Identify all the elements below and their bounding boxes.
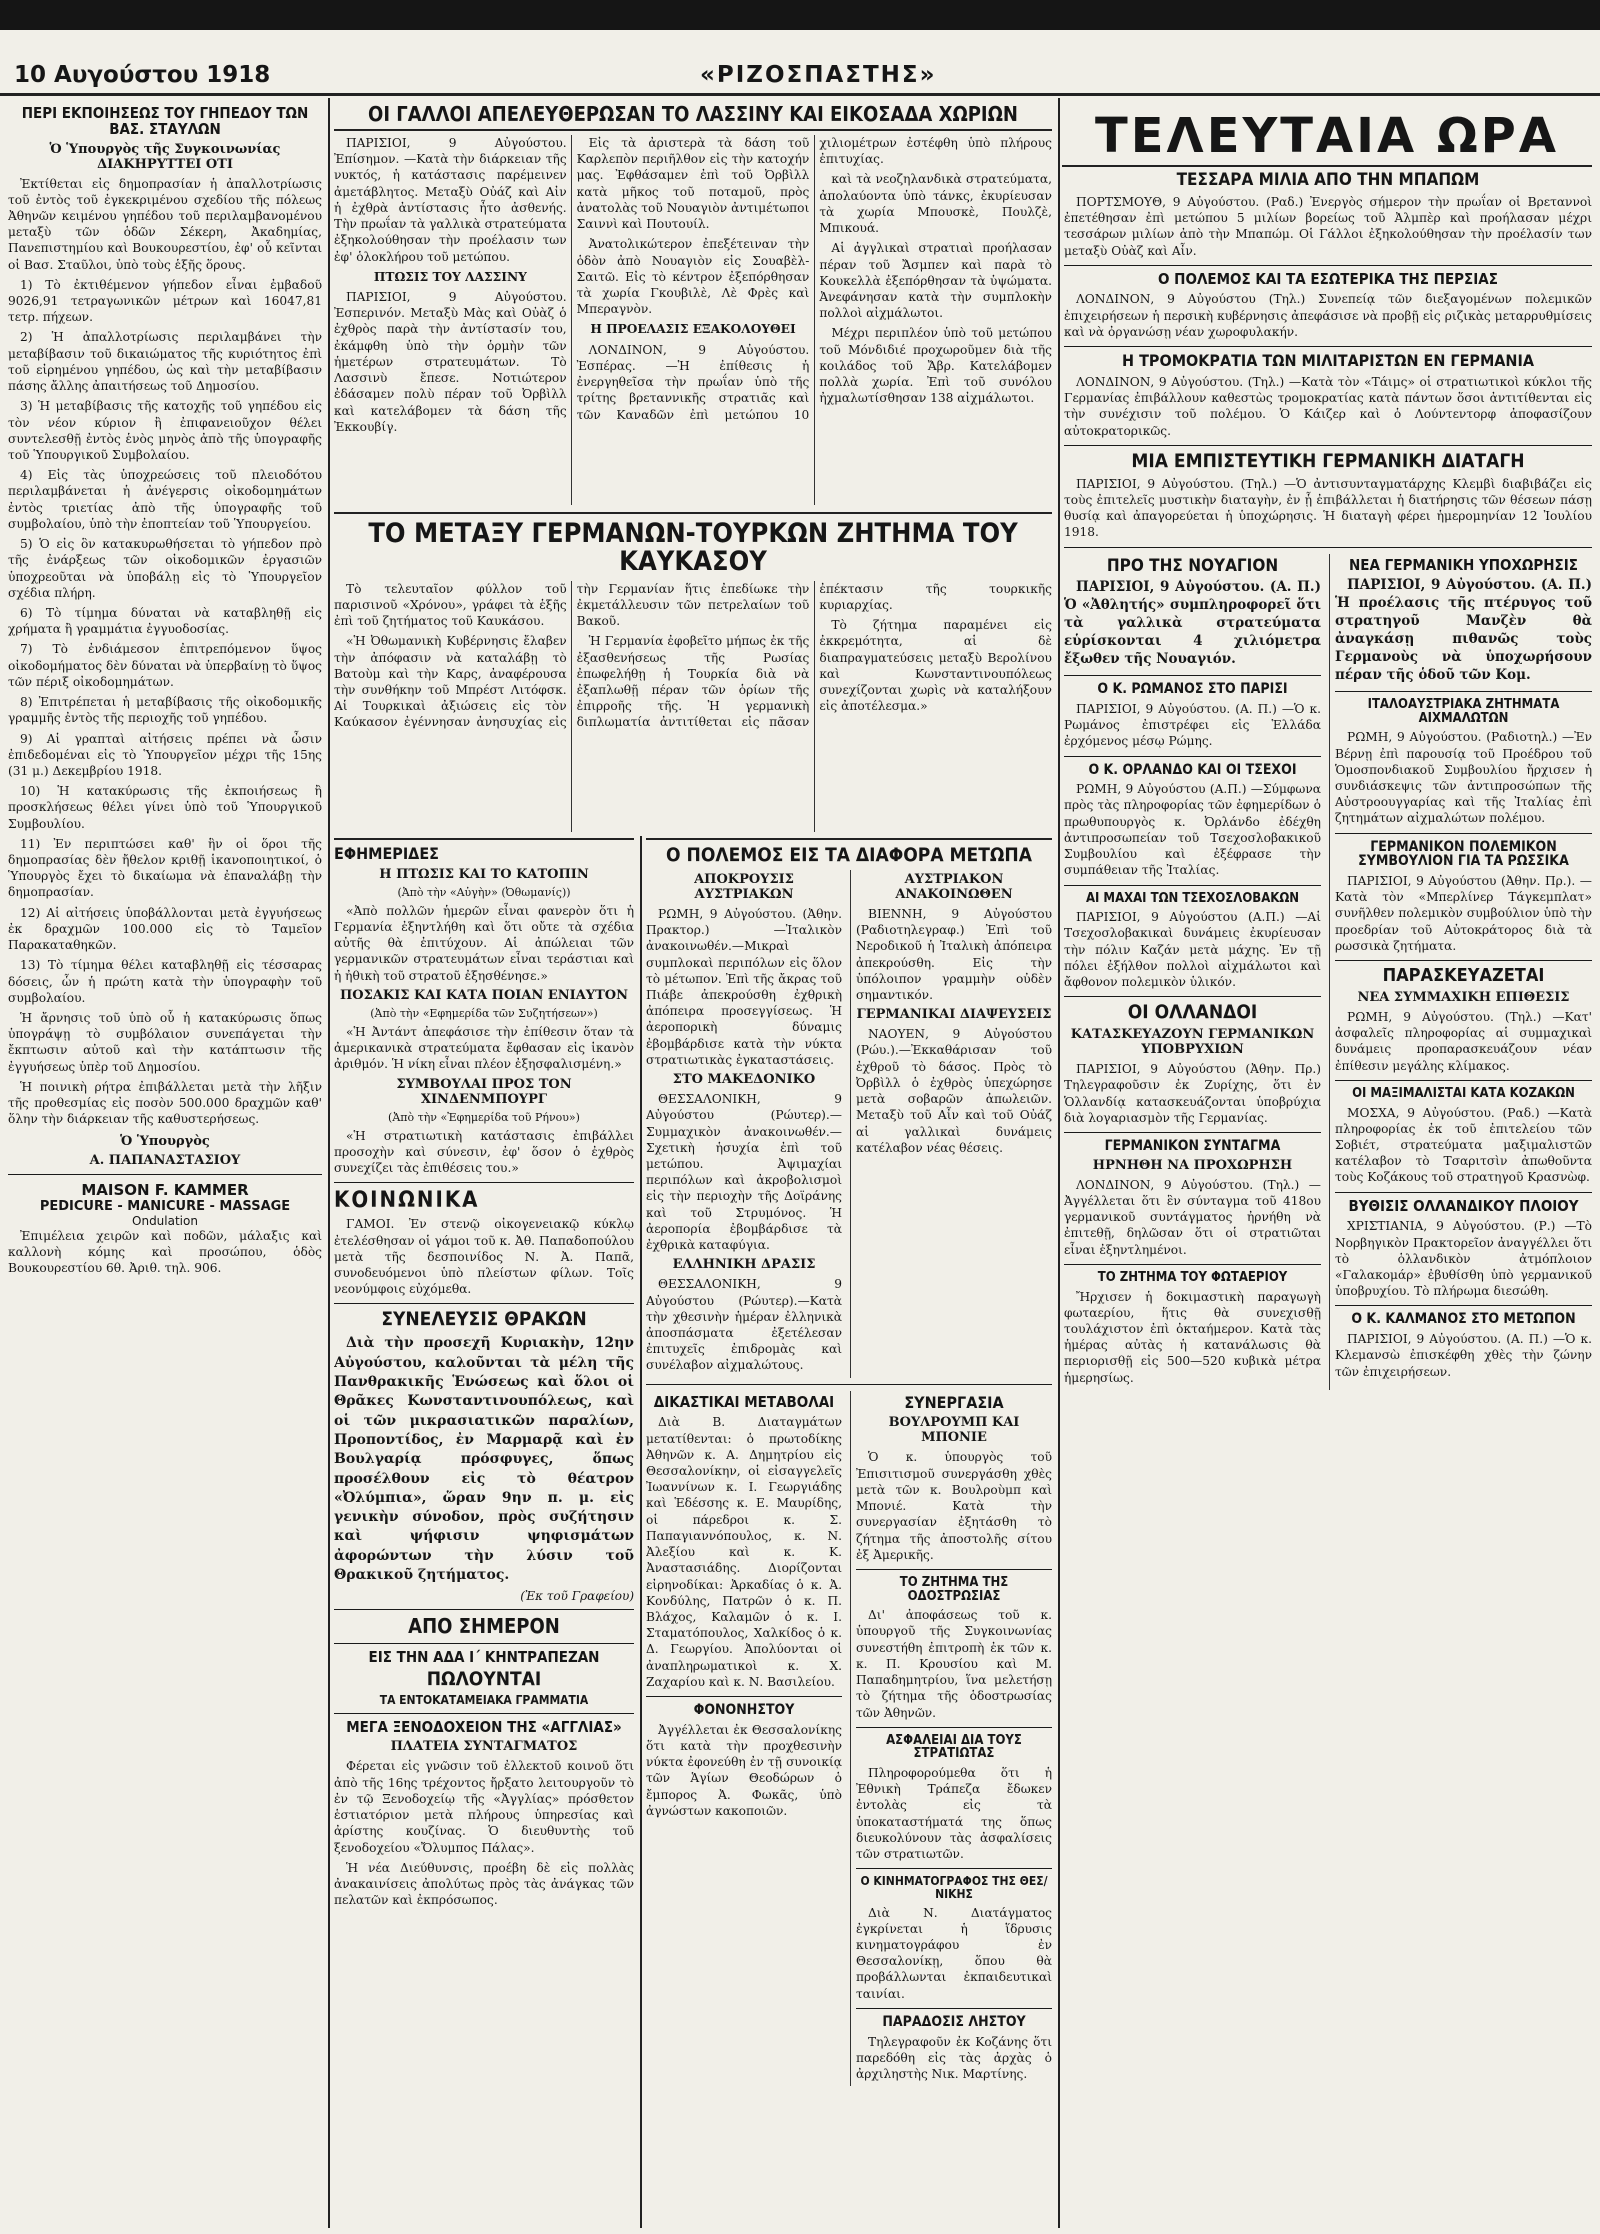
- tsexoslovakoi-heading: ΑΙ ΜΑΧΑΙ ΤΩΝ ΤΣΕΧΟΣΛΟΒΑΚΩΝ: [1085, 890, 1300, 906]
- polemos-left-heading: ΑΠΟΚΡΟΥΣΙΣ ΑΥΣΤΡΙΑΚΩΝ: [694, 871, 794, 902]
- germaniko-syntagma-heading: ΓΕΡΜΑΝΙΚΟΝ ΣΥΝΤΑΓΜΑ: [1104, 1138, 1281, 1155]
- header-rule: [0, 93, 1600, 96]
- efimerides-p2: «Ἡ Ἀντάντ ἀπεφάσισε τὴν ἐπίθεσιν ὅταν τὰ ἀμερικανικὰ στρατεύματα ἔφθασαν εἰς ἱκανὸν ἀριθμόν. Ἡ νίκη εἶναι πλέον ἐξησφαλισμένη.»: [334, 1024, 634, 1072]
- efimerides-p3: «Ἡ στρατιωτικὴ κατάστασις ἐπιβάλλει προσοχὴν καὶ σύνεσιν, ἐφ' ὅσον ὁ ἐχθρὸς συνεχίζει τὰς ἐπιθέσεις του.»: [334, 1128, 634, 1175]
- symvoulio-heading: ΓΕΡΜΑΝΙΚΟΝ ΠΟΛΕΜΙΚΟΝ ΣΥΜΒΟΥΛΙΟΝ ΓΙΑ ΤΑ ΡΩΣΣΙΚΑ: [1358, 838, 1569, 870]
- kalmanos-text: ΠΑΡΙΣΙΟΙ, 9 Αὐγούστου. (Α. Π.) —Ὁ κ. Κλεμανσὼ ἐπισκέφθη χθὲς τὴν ζώνην τῶν ἐπιχειρήσεων.: [1335, 1332, 1592, 1379]
- auction-paragraph: Ἐκτίθεται εἰς δημοπρασίαν ἡ ἀπαλλοτρίωσις τοῦ ἐντὸς τοῦ ἐγκεκριμένου σχεδίου τῆς πόλεως Ἀθηνῶν κειμένου γηπέδου τοῦ περιλαμβανομένου μεταξὺ τῶν ὁδῶν Σέκερη, Ἀκαδημίας, Πανεπιστημίου καὶ Βουκουρεστίου, ἐφ' οὗ κεῖνται οἱ Βασ. Σταῦλοι, ὑπὸ τοὺς ἑξῆς ὅρους.: [8, 176, 322, 272]
- vythisis-heading: ΒΥΘΙΣΙΣ ΟΛΛΑΝΔΙΚΟΥ ΠΛΟΙΟΥ: [1348, 1196, 1579, 1215]
- polemos-elliniki-text: ΘΕΣΣΑΛΟΝΙΚΗ, 9 Αὐγούστου (Ρώυτερ).—Κατὰ τὴν χθεσινὴν ἡμέραν ἐλληνικὰ ἀποσπάσματα ἐξετέλεσαν ἐπιτυχεῖς ἐπιδρομὰς καὶ συνέλαβον αἰχμαλώτους.: [646, 1277, 842, 1373]
- teleftaia-h4: ΜΙΑ ΕΜΠΙΣΤΕΥΤΙΚΗ ΓΕΡΜΑΝΙΚΗ ΔΙΑΤΑΓΗ: [1131, 449, 1525, 472]
- hypochoreseis-heading: ΝΕΑ ΓΕΡΜΑΝΙΚΗ ΥΠΟΧΩΡΗΣΙΣ: [1348, 555, 1579, 574]
- column-divider: [1058, 98, 1060, 2228]
- apo-simeron-line2: ΠΩΛΟΥΝΤΑΙ: [426, 1668, 542, 1691]
- polemos-right-heading: ΑΥΣΤΡΙΑΚΟΝ ΑΝΑΚΟΙΝΩΘΕΝ: [895, 871, 1013, 902]
- column-auction-notice: [8, 102, 322, 2227]
- dikastikai-column: [646, 1391, 842, 2087]
- polemos-elliniki-heading: ΕΛΛΗΝΙΚΗ ΔΡΑΣΙΣ: [672, 1257, 816, 1273]
- galloi-paragraph: καὶ τὰ νεοζηλανδικὰ στρατεύματα, ἀπολαύοντα ὑπὸ τάνκς, ἐκυρίευσαν τὰ χωρία Μπουσκὲ, Πουλζὲ, Μπικουά.: [819, 172, 1052, 236]
- efimerides-h2: ΠΟΣΑΚΙΣ ΚΑΙ ΚΑΤΑ ΠΟΙΑΝ ΕΝΙΑΥΤΟΝ: [340, 987, 628, 1003]
- polemos-right: [850, 870, 1052, 1378]
- polemos-left: [646, 870, 842, 1378]
- fonografos-text: Ἀγγέλλεται ἐκ Θεσσαλονίκης ὅτι κατὰ τὴν προχθεσινὴν νύκτα ἐφονεύθη ἐν τῇ συνοικίᾳ τῶν Ἁγίων Θεοδώρων ὁ ἔμπορος Ἀ. Φωκᾶς, ὑπὸ ἀγνώστων κακοποιῶν.: [646, 1722, 842, 1818]
- xenodoxeio-text: Φέρεται εἰς γνῶσιν τοῦ ἐλλεκτοῦ κοινοῦ ὅτι ἀπὸ τῆς 16ης τρέχοντος ἤρξατο λειτουργοῦν τὸ ἐν τῷ Ξενοδοχείῳ τῆς «Ἀγγλίας» πρόσθετον ἑστιατόριον μετὰ πλήρους ὑπηρεσίας καὶ ἀρίστης κουζίνας. Ὁ διευθυντὴς τοῦ ξενοδοχείου «Ὄλυμπος Πάλας».: [334, 1759, 634, 1855]
- xenodoxeio-note: Ἡ νέα Διεύθυνσις, προέβη δὲ εἰς πολλὰς ἀνακαινίσεις ἀπολύτως πρὸς τὰς ἀνάγκας τῶν πελατῶν καὶ ἐκπρόσωπος.: [334, 1860, 634, 1908]
- column-divider: [640, 836, 642, 2228]
- kinimatografos-text: Διὰ Ν. Διατάγματος ἐγκρίνεται ἡ ἵδρυσις κινηματογράφου ἐν Θεσσαλονίκῃ, ὅπου θὰ προβάλλωνται ἐκπαιδευτικαὶ ταινίαι.: [856, 1905, 1052, 2001]
- galloi-paragraph: Ἀνατολικώτερον ἐπεξέτειναν τὴν ὁδὸν ἀπὸ Νουαγιὸν εἰς Σουαβὲλ-Σαιτῶ. Εἰς τὸ κέντρον ἐξεπόρθησαν τὰ χωρία Γκουβιλὲ, Λὲ Φρὲς καὶ Μπεραγνὸν.: [576, 237, 810, 317]
- galloi-paragraph: Εἰς τὰ ἀριστερὰ τὰ δάση τοῦ Καρλεπὸν περιῆλθον εἰς τὴν κατοχήν μας. Ἐφθάσαμεν ἐπὶ τοῦ Ὀρβὶλλ κατὰ μῆκος τοῦ ποταμοῦ, πρὸς ἀνατολὰς τοῦ Νουαγιὸν ἀντιμέτωποι Σαιννὶ καὶ Πουτουίλ.: [576, 136, 810, 232]
- article-kaukasos: [334, 512, 1052, 832]
- polemos-right-text: ΒΙΕΝΝΗ, 9 Αὐγούστου (Ραδιοτηλεγραφ.) Ἐπὶ τοῦ Νεροδικοῦ ἡ Ἰταλικὴ ἀπόπειρα ἀπεκρούσθη. Εἰς τὴν ὑπόλοιπον γραμμὴν οὐδὲν σημαντικόν.: [856, 906, 1052, 1003]
- efimerides-h2-source: (Ἀπὸ τὴν «Εφημερίδα τῶν Συζητήσεων»): [370, 1006, 598, 1020]
- teleftaia-h1: ΤΕΣΣΑΡΑ ΜΙΛΙΑ ΑΠΟ ΤΗΝ ΜΠΑΠΩΜ: [1176, 170, 1480, 190]
- asfaleiai-heading: ΑΣΦΑΛΕΙΑΙ ΔΙΑ ΤΟΥΣ ΣΤΡΑΤΙΩΤΑΣ: [886, 1732, 1022, 1762]
- efimerides-heading: ΕΦΗΜΕΡΙΔΕΣ: [334, 844, 439, 863]
- auction-paragraph: 10) Ἡ κατακύρωσις τῆς ἐκποιήσεως ἢ προσκλήσεως θέλει γίνει ὑπὸ τοῦ Ὑπουργικοῦ Συμβουλίου.: [8, 784, 322, 831]
- kammer-ad-ondulation: Ondulation: [132, 1213, 198, 1228]
- auction-paragraph: 6) Τὸ τίμημα δύναται νὰ καταβληθῇ εἰς χρήματα ἢ γραμμάτια ἐγγυοδοσίας.: [8, 605, 322, 637]
- signature-title: Ὁ Ὑπουργὸς: [120, 1133, 210, 1149]
- teleftaia-ora-banner: ΤΕΛΕΥΤΑΙΑ ΩΡΑ: [1095, 108, 1559, 164]
- odostroseis-heading: ΤΟ ΖΗΤΗΜΑ ΤΗΣ ΟΔΟΣΤΡΩΣΙΑΣ: [899, 1574, 1009, 1604]
- auction-paragraph: 5) Ὁ εἰς ὃν κατακυρωθήσεται τὸ γήπεδον πρὸ τῆς ἐνάρξεως τῶν οἰκοδομικῶν ἐργασιῶν ὑποχρεοῦται νὰ ὑποβάλῃ εἰς τὸ Ὑπουργεῖον σχέδια πλήρη.: [8, 537, 322, 600]
- auction-paragraph: 2) Ἡ ἀπαλλοτρίωσις περιλαμβάνει τὴν μεταβίβασιν τοῦ δικαιώματος τῆς κυριότητος ἐπὶ τοῦ εἰρημένου γηπέδου, ὡς καὶ τὴν μεταβίβασιν πάσης ἄλλης ἀπαιτήσεως τοῦ Δημοσίου.: [8, 330, 322, 394]
- synelefsis-text: Διὰ τὴν προσεχῆ Κυριακὴν, 12ην Αὐγούστου, καλοῦνται τὰ μέλη τῆς Πανθρακικῆς Ἑνώσεως καὶ ὅλοι οἱ Θρᾶκες Κωνσταντινουπόλεως, καὶ οἱ τῶν μικρασιατικῶν παραλίων, Προποντίδος, ἐν Μαρμαρᾷ καὶ ἐν Βουλγαρίᾳ πρόσφυγες, ὅπως προσέλθουν εἰς τὸ θέατρον «Ὀλύμπια», ὥραν 9ην π. μ. εἰς γενικὴν σύνοδον, πρὸς συζήτησιν καὶ ψήφισιν ψηφισμάτων ἀφορώντων τὴν λύσιν τοῦ Θρακικοῦ ζητήματος.: [334, 1335, 634, 1584]
- apo-simeron-line1: ΕΙΣ ΤΗΝ ΑΔΑ Ι΄ ΚΗΝΤΡΑΠΕΖΑΝ: [368, 1648, 600, 1667]
- paraskeuazetai-sub: ΝΕΑ ΣΥΜΜΑΧΙΚΗ ΕΠΙΘΕΣΙΣ: [1357, 990, 1570, 1006]
- romanos-text: ΠΑΡΙΣΙΟΙ, 9 Αὐγούστου. (Α. Π.) —Ὁ κ. Ρωμάνος ἐπιστρέφει εἰς Ἑλλάδα ἐρχόμενος μέσῳ Ρώμης.: [1064, 701, 1321, 749]
- synergasia-heading: ΣΥΝΕΡΓΑΣΙΑ: [904, 1392, 1004, 1412]
- teleftaia-p3: ΛΟΝΔΙΝΟΝ, 9 Αὐγούστου. (Τηλ.) —Κατὰ τὸν «Τάιμς» οἱ στρατιωτικοὶ κύκλοι τῆς Γερμανίας ἐπιβάλλουν καθεστὼς τρομοκρατίας κατὰ πάντων ὅσοι ἀντιτίθενται εἰς τὴν συνέχισιν τοῦ πολέμου. Ὁ Κάιζερ καὶ ὁ Λούντεντορφ ἀποφασίζουν αὐτοκρατορικῶς.: [1064, 374, 1592, 438]
- kaukasos-headline: ΤΟ ΜΕΤΑΞΥ ΓΕΡΜΑΝΩΝ-ΤΟΥΡΚΩΝ ΖΗΤΗΜΑ ΤΟΥ ΚΑΥΚΑΣΟΥ: [368, 518, 1018, 578]
- apo-simeron-line3: ΤΑ ΕΝΤΟΚΑΤΑΜΕΙΑΚΑ ΓΡΑΜΜΑΤΙΑ: [379, 1693, 589, 1708]
- kammer-ad-subtitle: PEDICURE - MANICURE - MASSAGE: [39, 1198, 291, 1214]
- romanos-heading: Ο Κ. ΡΩΜΑΝΟΣ ΣΤΟ ΠΑΡΙΣΙ: [1097, 681, 1288, 698]
- teleftaia-p2: ΛΟΝΔΙΝΟΝ, 9 Αὐγούστου (Τηλ.) Συνεπείᾳ τῶν διεξαγομένων πολεμικῶν ἐπιχειρήσεων ἡ περσικὴ κυβέρνησις ἀπεφάσισε νὰ προβῇ εἰς ριζικὰς μεταρρυθμίσεις καὶ νὰ ὀργανώσῃ νέαν χωροφυλακήν.: [1064, 292, 1592, 339]
- galloi-paragraph: ΠΤΩΣΙΣ ΤΟΥ ΛΑΣΣΙΝΥ: [373, 269, 527, 284]
- ollandoi-heading: ΟΙ ΟΛΛΑΝΔΟΙ: [1127, 1001, 1258, 1024]
- right-subcol-left: [1064, 554, 1321, 1390]
- kaukasos-paragraph: Τὸ τελευταῖον φύλλον τοῦ παρισινοῦ «Χρόνου», γράφει τὰ ἑξῆς ἐπὶ τοῦ ζητήματος τοῦ Καυκάσου.: [334, 581, 567, 629]
- kaukasos-paragraph: Ἡ Γερμανία ἐφοβεῖτο μήπως ἐκ τῆς ἐξασθενήσεως τῆς Ρωσίας ἐπωφελήθῃ ἡ Τουρκία διὰ νὰ ἐξαπλωθῇ πέραν τῶν ὁρίων τῆς ἐπιρροῆς τῆς. Ἡ γερμανικὴ διπλωματία ἀντιτίθεται εἰς πᾶσαν ἐπέκτασιν τῆς τουρκικῆς κυριαρχίας.: [576, 581, 1052, 730]
- ollandoi-sub: ΚΑΤΑΣΚΕΥΑΖΟΥΝ ΓΕΡΜΑΝΙΚΩΝ ΥΠΟΒΡΥΧΙΩΝ: [1070, 1027, 1315, 1058]
- page-date: 10 Αυγούστου 1918: [14, 62, 271, 88]
- synelefsis-source: (Ἐκ τοῦ Γραφείου): [520, 1589, 634, 1604]
- efimerides-h3-source: (Ἀπὸ τὴν «Ἐφημερίδα τοῦ Ρήνου»): [388, 1110, 580, 1124]
- column-teleftaia: [1064, 168, 1592, 2228]
- auction-paragraph: 1) Τὸ ἐκτιθέμενον γήπεδον εἶναι ἐμβαδοῦ 9026,91 τετραγωνικῶν μέτρων καὶ 16047,81 τετρ. πήχεων.: [8, 277, 322, 325]
- efimerides-h1-source: (Ἀπὸ τὴν «Αὐγὴν» (Ὀθωμανίς)): [397, 885, 571, 899]
- kinimatografos-heading: Ο ΚΙΝΗΜΑΤΟΓΡΑΦΟΣ ΤΗΣ ΘΕΣ/ΝΙΚΗΣ: [860, 1874, 1048, 1901]
- koinonika-heading: ΚΟΙΝΩΝΙΚΑ: [334, 1188, 480, 1214]
- kammer-ad-title: MAISON F. KAMMER: [81, 1180, 249, 1199]
- galloi-paragraph: Μέχρι περιπλέον ὑπὸ τοῦ μετώπου τοῦ Μόνδιδιέ προχωροῦμεν διὰ τῆς κοιλάδος τοῦ Ἄβρ. Κατελάβομεν πολλὰ χωρία. Ἐπὶ τοῦ συνόλου ἠχμαλωτίσθησαν 138 αἰχμάλωτοι.: [819, 326, 1052, 406]
- auction-paragraph: Ἡ ποινικὴ ρήτρα ἐπιβάλλεται μετὰ τὴν λῆξιν τῆς προθεσμίας εἰς ποσὸν 500.000 δραχμῶν καθ' ὅλην τὴν διάρκειαν τῆς καθυστερήσεως.: [8, 1079, 322, 1127]
- synergasia-text: Ὁ κ. ὑπουργὸς τοῦ Ἐπισιτισμοῦ συνεργάσθη χθὲς μετὰ τῶν κ. Βουλροὺμπ καὶ Μπονιέ. Κατὰ τὴν συνεργασίαν ἐξητάσθη τὸ ζήτημα τῆς ἀποστολῆς σίτου ἐξ Ἀμερικῆς.: [856, 1450, 1052, 1562]
- odostroseis-text: Δι' ἀποφάσεως τοῦ κ. ὑπουργοῦ τῆς Συγκοινωνίας συνεστήθη ἐπιτροπὴ ἐκ τῶν κ. κ. Π. Κρουσίου καὶ Μ. Παπαδημητρίου, ἵνα μελετήσῃ τὸ ζήτημα τῆς ὁδοστρωσίας τῶν Ἀθηνῶν.: [856, 1608, 1052, 1720]
- signature-name: Α. ΠΑΠΑΝΑΣΤΑΣΙΟΥ: [89, 1152, 241, 1168]
- auction-headline: ΠΕΡΙ ΕΚΠΟΙΗΣΕΩΣ ΤΟΥ ΓΗΠΕΔΟΥ ΤΩΝ ΒΑΣ. ΣΤΑΥΛΩΝ: [21, 104, 309, 138]
- koinonika-text: ΓΑΜΟΙ. Ἐν στενῷ οἰκογενειακῷ κύκλῳ ἐτελέσθησαν οἱ γάμοι τοῦ κ. Ἀθ. Παπαδοπούλου μετὰ τῆς δεσποινίδος Ν. Ἀ. Παπᾶ, συνοδευόμενοι ὑπὸ πλείστων φίλων. Τοῖς νεονύμφοις εὐχόμεθα.: [334, 1217, 634, 1297]
- galloi-body: [334, 135, 1052, 505]
- galloi-headline: ΟΙ ΓΑΛΛΟΙ ΑΠΕΛΕΥΘΕΡΩΣΑΝ ΤΟ ΛΑΣΣΙΝΥ ΚΑΙ ΕΙΚΟΣΑΔΑ ΧΩΡΙΩΝ: [334, 104, 1052, 131]
- galloi-paragraph: ΛΟΝΔΙΝΟΝ, 9 Αὐγούστου. Ἐσπέρας. —Ἡ ἐπίθεσις ἡ ἐνεργηθεῖσα τὴν πρωΐαν ὑπὸ τῆς τρίτης βρεταννικῆς στρατιᾶς καὶ τῶν Καναδῶν ἐπὶ μετώπου 10 χιλιομέτρων ἐστέφθη ὑπὸ πλήρους ἐπιτυχίας.: [576, 136, 1052, 422]
- polemos-right-heading2: ΓΕΡΜΑΝΙΚΑΙ ΔΙΑΨΕΥΣΕΙΣ: [856, 1007, 1052, 1023]
- teleftaia-p4: ΠΑΡΙΣΙΟΙ, 9 Αὐγούστου. (Τηλ.) —Ὁ ἀντισυνταγματάρχης Κλεμβὶ διαβιβάζει εἰς τοὺς ἐπιτελεῖς μυστικὴν διαταγὴν, ἐν ᾗ ἐπιβάλλεται ἡ διατήρησις τῶν θέσεων πάσῃ θυσίᾳ καὶ ἀπαγορεύεται ἡ ὑποχώρησις. Ἡ διαταγὴ φέρει ἡμερομηνίαν 12 Ἰουλίου 1918.: [1064, 476, 1592, 540]
- auction-paragraph: 11) Ἐν περιπτώσει καθ' ἣν οἱ ὅροι τῆς δημοπρασίας δὲν ἤθελον κριθῇ ἱκανοποιητικοί, ὁ Ὑπουργὸς ἔχει τὸ δικαίωμα νὰ ἐπαναλάβῃ τὴν δημοπρασίαν.: [8, 836, 322, 900]
- teleftaia-p1: ΠΟΡΤΣΜΟΥΘ, 9 Αὐγούστου. (Ραδ.) Ἐνεργὸς σήμερον τὴν πρωΐαν οἱ Βρεταννοὶ ἐπετέθησαν ἐπὶ μετώπου 5 μιλίων βορείως τοῦ Ἀλμπὲρ καὶ προήλασαν μέχρι τεσσάρων μιλίων ἀπὸ τὴν Μπαπώμ. Οἱ Γάλλοι ἐξηκολούθησαν τὴν προέλασίν των μεταξὺ Οὐὰζ καὶ Αἶν.: [1064, 194, 1592, 258]
- noyagion-heading: ΠΡΟ ΤΗΣ ΝΟΥΑΓΙΟΝ: [1106, 555, 1279, 576]
- auction-paragraph: 8) Ἐπιτρέπεται ἡ μεταβίβασις τῆς οἰκοδομικῆς γραμμῆς ἐντὸς τῆς περιοχῆς τοῦ γηπέδου.: [8, 695, 322, 726]
- synergasia-sub: ΒΟΥΛΡΟΥΜΠ ΚΑΙ ΜΠΟΝΙΕ: [888, 1415, 1020, 1446]
- auction-paragraph: Ἡ ἄρνησις τοῦ ὑπὸ οὗ ἡ κατακύρωσις ὅπως ὑπογράψῃ τὸ συμβόλαιον συνεπάγεται τὴν ἔκπτωσιν αὐτοῦ καὶ τὴν κατάπτωσιν τῆς ἐγγυήσεως ὑπὲρ τοῦ Δημοσίου.: [8, 1011, 322, 1074]
- dikastikai-text: Διὰ Β. Διαταγμάτων μετατίθενται: ὁ πρωτοδίκης Ἀθηνῶν κ. Α. Δημητρίου εἰς Θεσσαλονίκην, οἱ εἰσαγγελεῖς Ἰωαννίνων κ. Ι. Γεωργιάδης καὶ Ἑδέσσης κ. Ε. Μαυρίδης, οἱ πάρεδροι κ. Σ. Παπαγιαννόπουλος, κ. Ν. Ἀλεξίου καὶ κ. Κ. Ἀναστασιάδης. Διορίζονται εἰρηνοδίκαι: Ἀρκαδίας ὁ κ. Ἀ. Κονδύλης, Πατρῶν ὁ κ. Π. Βλάχος, Καλαμῶν ὁ κ. Ι. Σταματόπουλος, Χαλκίδος ὁ κ. Δ. Γεωργίου. Ἀπολύονται οἱ ἀναπληρωματικοὶ κ. Χ. Ζαχαρίου καὶ κ. Ν. Βασιλείου.: [646, 1415, 842, 1689]
- dikastikai-heading: ΔΙΚΑΣΤΙΚΑΙ ΜΕΤΑΒΟΛΑΙ: [653, 1392, 835, 1411]
- paradosis-text: Τηλεγραφοῦν ἐκ Κοζάνης ὅτι παρεδόθη εἰς τὰς ἀρχὰς ὁ ἀρχιληστὴς Νικ. Μαρτίνης.: [856, 2034, 1052, 2081]
- galloi-paragraph: Η ΠΡΟΕΛΑΣΙΣ ΕΞΑΚΟΛΟΥΘΕΙ: [590, 322, 796, 337]
- polemos-headline: Ο ΠΟΛΕΜΟΣ ΕΙΣ ΤΑ ΔΙΑΦΟΡΑ ΜΕΤΩΠΑ: [666, 844, 1032, 866]
- ollandoi-text: ΠΑΡΙΣΙΟΙ, 9 Αὐγούστου (Ἀθην. Πρ.) Τηλεγραφοῦσιν ἐκ Ζυρίχης, ὅτι ἐν Ὁλλανδίᾳ κατασκευάζονται ὑποβρύχια διὰ λογαριασμὸν τῆς Γερμανίας.: [1064, 1062, 1321, 1125]
- fotaerio-heading: ΤΟ ΖΗΤΗΜΑ ΤΟΥ ΦΩΤΑΕΡΙΟΥ: [1097, 1269, 1288, 1285]
- top-black-band: [0, 0, 1600, 30]
- column-divider: [328, 98, 330, 2228]
- efimerides-p1: «Ἀπὸ πολλῶν ἡμερῶν εἶναι φανερὸν ὅτι ἡ Γερμανία ἐξηντλήθη καὶ ὅτι οὔτε τὰ σχέδια αὐτῆς θὰ ἐπιτύχουν. Αἱ ἀπώλειαι τῶν γερμανικῶν στρατευμάτων εἶναι τεράστιαι καὶ ἡ ἠθικὴ τοῦ στρατοῦ ἐξησθένησε.»: [334, 903, 634, 983]
- banner-rule: [1062, 165, 1592, 167]
- right-subcol-right: [1329, 554, 1592, 1390]
- fotaerio-text: Ἤρχισεν ἡ δοκιμαστικὴ παραγωγὴ φωταερίου, ἥτις θὰ συνεχισθῇ τουλάχιστον ἐπὶ ὀκταήμερον. Κατὰ τὰς ἡμέρας αὐτὰς ἡ κατανάλωσις θὰ περιορισθῇ εἰς 500—520 κυβικὰ μέτρα ἡμερησίως.: [1064, 1289, 1321, 1385]
- auction-subheadline: Ὁ Ὑπουργὸς τῆς Συγκοινωνίας ΔΙΑΚΗΡΥΤΤΕΙ ΟΤΙ: [49, 141, 281, 172]
- italoaustriaka-text: ΡΩΜΗ, 9 Αὐγούστου. (Ραδιοτηλ.) —Ἐν Βέρνῃ ἐπὶ παρουσίᾳ τοῦ Προέδρου τοῦ Ὁμοσπονδιακοῦ Συμβουλίου ἤρχισεν ἡ συνδιάσκεψις τῶν ἀντιπροσώπων τῆς Αὐστροουγγαρίας καὶ τῆς Ἰταλίας ἐπὶ ζητημάτων αἰχμαλώτων πολέμου.: [1335, 730, 1592, 826]
- synergasia-column: [850, 1391, 1052, 2087]
- teleftaia-h2: Ο ΠΟΛΕΜΟΣ ΚΑΙ ΤΑ ΕΣΩΤΕΡΙΚΑ ΤΗΣ ΠΕΡΣΙΑΣ: [1158, 269, 1498, 288]
- kalmanos-heading: Ο Κ. ΚΑΛΜΑΝΟΣ ΣΤΟ ΜΕΤΩΠΟΝ: [1351, 1311, 1576, 1328]
- auction-paragraph: 12) Αἱ αἰτήσεις ὑποβάλλονται μετὰ ἐγγυήσεως ἐκ δραχμῶν 100.000 εἰς τὸ Ταμεῖον Παρακαταθηκῶν.: [8, 905, 322, 953]
- apo-simeron-heading: ΑΠΟ ΣΗΜΕΡΟΝ: [408, 1614, 560, 1639]
- hypochoreseis-text: ΠΑΡΙΣΙΟΙ, 9 Αὐγούστου. (Α. Π.) Ἡ προέλασις τῆς πτέρυγος τοῦ στρατηγοῦ Μανζὲν θὰ ἀναγκάσῃ πιθανῶς τοὺς Γερμανοὺς νὰ ὑποχωρήσουν πέραν τῆς ὁδοῦ τῶν Κομ.: [1335, 577, 1592, 684]
- efimerides-h1: Η ΠΤΩΣΙΣ ΚΑΙ ΤΟ ΚΑΤΟΠΙΝ: [379, 866, 589, 882]
- paraskeuazetai-heading: ΠΑΡΑΣΚΕΥΑΖΕΤΑΙ: [1382, 965, 1545, 987]
- polemos-right-text2: ΝΑΟΥΕΝ, 9 Αὐγούστου (Ρώυ.).—Ἐκκαθάρισαν τοῦ ἐχθροῦ τὸ δάσος. Πρὸς τὸ Ὀρβὶλλ ὁ ἐχθρὸς ὑπεχώρησε μετὰ σοβαρῶν ἀπωλειῶν. Μεταξὺ τοῦ Αἶν καὶ τοῦ Οὐάζ αἱ γαλλικαὶ δυνάμεις κατέλαβον νέας θέσεις.: [856, 1027, 1052, 1155]
- xenodoxeio-heading: ΜΕΓΑ ΞΕΝΟΔΟΧΕΙΟΝ ΤΗΣ «ΑΓΓΛΙΑΣ»: [346, 1717, 622, 1736]
- kaukasos-paragraph: «Ἡ Ὀθωμανικὴ Κυβέρνησις ἔλαβεν τὴν ἀπόφασιν νὰ καταλάβῃ τὸ Βατοὺμ καὶ τὴν Καρς, ἀναφέρουσα τὴν συνθήκην τοῦ Μπρέστ Λιτόφσκ. Αἱ Τουρκικαὶ ἀξιώσεις εἰς τὸν Καύκασον ἐγέννησαν ἀνησυχίας εἰς τὴν Γερμανίαν ἥτις ἐπεδίωκε τὴν ἐκμετάλλευσιν τῶν πετρελαίων τοῦ Βακοῦ.: [334, 581, 810, 730]
- masthead-title: «ΡΙΖΟΣΠΑΣΤΗΣ»: [700, 62, 937, 88]
- asfaleiai-text: Πληροφορούμεθα ὅτι ἡ Ἐθνικὴ Τράπεζα ἔδωκεν ἐντολὰς εἰς τὰ ὑποκαταστήματά της ὅπως διευκολύνουν τὰς ἀσφαλίσεις τῶν στρατιωτῶν.: [856, 1766, 1052, 1862]
- maximalistai-text: ΜΟΣΧΑ, 9 Αὐγούστου. (Ραδ.) —Κατὰ πληροφορίας ἐκ τοῦ ἐπιτελείου τῶν Σοβιέτ, στρατεύματα μαξιμαλιστῶν κατέλαβον τὸ Τσαριτσὶν ἀπωθοῦντα τοὺς Κοζάκους τοῦ στρατηγοῦ Κρασνὼφ.: [1335, 1105, 1592, 1185]
- efimerides-h3: ΣΥΜΒΟΥΛΑΙ ΠΡΟΣ ΤΟΝ ΧΙΝΔΕΝΜΠΟΥΡΓ: [396, 1076, 572, 1107]
- germaniko-syntagma-sub: ΗΡΝΗΘΗ ΝΑ ΠΡΟΧΩΡΗΣΗ: [1092, 1157, 1293, 1173]
- synelefsis-heading: ΣΥΝΕΛΕΥΣΙΣ ΘΡΑΚΩΝ: [381, 1308, 587, 1331]
- galloi-paragraph: Αἱ ἀγγλικαὶ στρατιαὶ προήλασαν πέραν τοῦ Ἄσμπεν καὶ παρὰ τὸ Κουκελλὰ ἐξεπόρθησαν τὰ ὑψώματα. Ἀνεφάνησαν κατὰ τὴν συμπλοκὴν πολλοὶ αἰχμάλωτοι.: [819, 241, 1052, 321]
- tsexoslovakoi-text: ΠΑΡΙΣΙΟΙ, 9 Αὐγούστου (Α.Π.) —Αἱ Τσεχοσλοβακικαὶ δυνάμεις ἐκυρίευσαν τὴν πόλιν Καζάν μετὰ μάχης. Ἐν τῇ πόλει ἐξήλθον πολλοὶ αἰχμάλωτοι καὶ ἄφθονον πολεμικὸν ὑλικόν.: [1064, 910, 1321, 990]
- kammer-ad-text: Ἐπιμέλεια χειρῶν καὶ ποδῶν, μάλαξις καὶ καλλονὴ κόμης καὶ προσώπου, ὁδὸς Βουκουρεστίου 6θ. Ἀριθ. τηλ. 906.: [8, 1228, 322, 1275]
- paradosis-heading: ΠΑΡΑΔΟΣΙΣ ΛΗΣΤΟΥ: [882, 2013, 1026, 2030]
- auction-paragraph: 9) Αἱ γραπταὶ αἰτήσεις πρέπει νὰ ὦσιν ἐπιδεδομέναι εἰς τὸ Ὑπουργεῖον μέχρι τῆς 15ης (31 μ.) Δεκεμβρίου 1918.: [8, 731, 322, 778]
- auction-paragraph: 3) Ἡ μεταβίβασις τῆς κατοχῆς τοῦ γηπέδου εἰς τὸν νέον κύριον ἢ ἐπιφανειοῦχον θέλει συντελεσθῇ ἐντὸς ἑνὸς μηνὸς ἀπὸ τῆς ὑπογραφῆς τοῦ Ὑπουργικοῦ Συμβολαίου.: [8, 399, 322, 462]
- vythisis-text: ΧΡΙΣΤΙΑΝΙΑ, 9 Αὐγούστου. (Ρ.) —Τὸ Νορβηγικὸν Πρακτορεῖον ἀναγγέλλει ὅτι τὸ ὁλλανδικὸν ἀτμόπλοιον «Γαλακομάρ» ἐβυθίσθη ὑπὸ γερμανικοῦ ὑποβρυχίου. Τὸ πλήρωμα διεσώθη.: [1335, 1219, 1592, 1299]
- galloi-paragraph: ΠΑΡΙΣΙΟΙ, 9 Αὐγούστου. Ἐσπερινόν. Μεταξὺ Μὰς καὶ Οὐὰζ ὁ ἐχθρὸς παρὰ τὴν ἀντίστασίν του, ἐκάμφθη ὑπὸ τὴν ὁρμὴν τῶν ἡμετέρων στρατευμάτων. Τὸ Λασσινὺ ἔπεσε. Νοτιώτερον ἐδάσαμεν πολὺ πέραν τοῦ Ὀρβὶλλ καὶ κατελάβομεν τὰ δάση τῆς Ἐκκουβίγ.: [334, 289, 567, 434]
- paraskeuazetai-text: ΡΩΜΗ, 9 Αὐγούστου. (Τηλ.) —Κατ' ἀσφαλεῖς πληροφορίας αἱ συμμαχικαὶ δυνάμεις προπαρασκευάζουν νέαν ἐπίθεσιν μεγάλης κλίμακος.: [1335, 1010, 1592, 1073]
- italoaustriaka-heading: ΙΤΑΛΟΑΥΣΤΡΙΑΚΑ ΖΗΤΗΜΑΤΑ ΑΙΧΜΑΛΩΤΩΝ: [1367, 697, 1560, 726]
- column-efimerides: [334, 838, 634, 2230]
- noyagion-text: ΠΑΡΙΣΙΟΙ, 9 Αὐγούστου. (Α. Π.) Ὁ «Ἀθλητής» συμπληροφορεῖ ὅτι τὰ γαλλικὰ στρατεύματα εὑρίσκονται 4 χιλιόμετρα ἔξωθεν τῆς Νουαγιόν.: [1064, 579, 1321, 668]
- germaniko-syntagma-text: ΛΟΝΔΙΝΟΝ, 9 Αὐγούστου. (Τηλ.) —Ἀγγέλλεται ὅτι ἓν σύνταγμα τοῦ 418ου γερμανικοῦ συντάγματος ἠρνήθη νὰ ἐπιτεθῇ, δηλῶσαν ὅτι οἱ στρατιῶται εἶναι ἐξηντλημένοι.: [1064, 1177, 1321, 1257]
- orlando-text: ΡΩΜΗ, 9 Αὐγούστου (Α.Π.) —Σύμφωνα πρὸς τὰς πληροφορίας τῶν ἐφημερίδων ὁ πρωθυπουργὸς κ. Ὀρλάνδο ἐδέχθη ἀντιπροσωπείαν τοῦ Τσεχοσλοβακικοῦ Συμβουλίου καὶ ἐξέφρασε τὴν συμπάθειαν τῆς Ἰταλίας.: [1064, 782, 1321, 878]
- auction-paragraph: 4) Εἰς τὰς ὑποχρεώσεις τοῦ πλειοδότου περιλαμβάνεται ἡ ἀνέγερσις οἰκοδομημάτων ἐντὸς τριετίας ἀπὸ τῆς ὑπογραφῆς τοῦ συμβολαίου, ὑπὸ τὴν ἐποπτείαν τοῦ Ὑπουργείου.: [8, 468, 322, 531]
- kaukasos-body: [334, 581, 1052, 832]
- teleftaia-h3: Η ΤΡΟΜΟΚΡΑΤΙΑ ΤΩΝ ΜΙΛΙΤΑΡΙΣΤΩΝ ΕΝ ΓΕΡΜΑΝΙΑ: [1122, 351, 1534, 371]
- galloi-paragraph: ΠΑΡΙΣΙΟΙ, 9 Αὐγούστου. Ἐπίσημον. —Κατὰ τὴν διάρκειαν τῆς νυκτός, ἡ κατάστασις παρέμεινεν ἀμετάβλητος. Μεταξὺ Οὐάζ καὶ Αἰν ἡ ἐχθρὰ ἀντίστασις ἦτο ἀσθενής. Τὴν πρωΐαν τὰ γαλλικὰ στρατεύματα ἐξηκολούθησαν τὴν προέλασιν των ἐφ' ὁλοκλήρου τοῦ μετώπου.: [334, 136, 567, 264]
- article-galloi: [334, 100, 1052, 510]
- symvoulio-text: ΠΑΡΙΣΙΟΙ, 9 Αὐγούστου (Ἀθην. Πρ.). —Κατὰ τὸν «Μπερλίνερ Τάγκεμπλατ» συνῆλθεν πολεμικὸν συμβούλιον ὑπὸ τὴν προεδρίαν τοῦ Αὐτοκράτορος διὰ τὰ ρωσσικὰ ζητήματα.: [1335, 874, 1592, 953]
- orlando-heading: Ο Κ. ΟΡΛΑΝΔΟ ΚΑΙ ΟΙ ΤΣΕΧΟΙ: [1088, 761, 1297, 778]
- maximalistai-heading: ΟΙ ΜΑΞΙΜΑΛΙΣΤΑΙ ΚΑΤΑ ΚΟΖΑΚΩΝ: [1352, 1085, 1575, 1101]
- fonografos-heading: ΦΟΝΟΝΗΣΤΟΥ: [693, 1702, 795, 1719]
- kaukasos-paragraph: Τὸ ζήτημα παραμένει εἰς ἐκκρεμότητα, αἱ δὲ διαπραγματεύσεις μεταξὺ Βερολίνου καὶ Κωνσταντινουπόλεως συνεχίζονται χωρὶς νὰ καταλήξουν εἰς ἀποτέλεσμα.»: [819, 618, 1052, 714]
- xenodoxeio-sub: ΠΛΑΤΕΙΑ ΣΥΝΤΑΓΜΑΤΟΣ: [390, 1739, 578, 1755]
- polemos-makedoniko-heading: ΣΤΟ ΜΑΚΕΔΟΝΙΚΟ: [672, 1072, 816, 1088]
- polemos-left-text: ΡΩΜΗ, 9 Αὐγούστου. (Ἀθην. Πρακτορ.) —Ἰταλικὸν ἀνακοινωθέν.—Μικραὶ συμπλοκαὶ περιπόλων εἰς ὅλον τὸ μέτωπον. Ἐπὶ τῆς ἄκρας τοῦ Πιάβε ἀπεκρούσθη ἐχθρικὴ ἀπόπειρα προσεγγίσεως. Ἡ ἀεροπορικὴ δύναμις ἐβομβάρδισε κατὰ τὴν νύκτα στρατιωτικὰς ἐγκαταστάσεις.: [646, 906, 842, 1067]
- column-polemos: [646, 838, 1052, 2230]
- auction-paragraph: 13) Τὸ τίμημα θέλει καταβληθῇ εἰς τέσσαρας δόσεις, ὧν ἡ πρώτη κατὰ τὴν ὑπογραφὴν τοῦ συμβολαίου.: [8, 958, 322, 1005]
- polemos-makedoniko-text: ΘΕΣΣΑΛΟΝΙΚΗ, 9 Αὐγούστου (Ρώυτερ).—Συμμαχικὸν ἀνακοινωθέν.—Σχετικὴ ἡσυχία ἐπὶ τοῦ μετώπου. Ἀψιμαχίαι περιπόλων καὶ ἀκροβολισμοὶ εἰς τὴν περιοχὴν τῆς Δοϊράνης καὶ τοῦ Στρυμόνος. Ἡ ἀεροπορία ἐβομβάρδισε τὰ ἐχθρικὰ καταφύγια.: [646, 1092, 842, 1253]
- auction-body: [8, 176, 322, 1128]
- auction-paragraph: 7) Τὸ ἐνδιάμεσον ἐπιτρεπόμενον ὕψος οἰκοδομήματος δὲν δύναται νὰ ὑπερβαίνῃ τὸ ὕψος τῶν πέριξ οἰκοδομημάτων.: [8, 642, 322, 689]
